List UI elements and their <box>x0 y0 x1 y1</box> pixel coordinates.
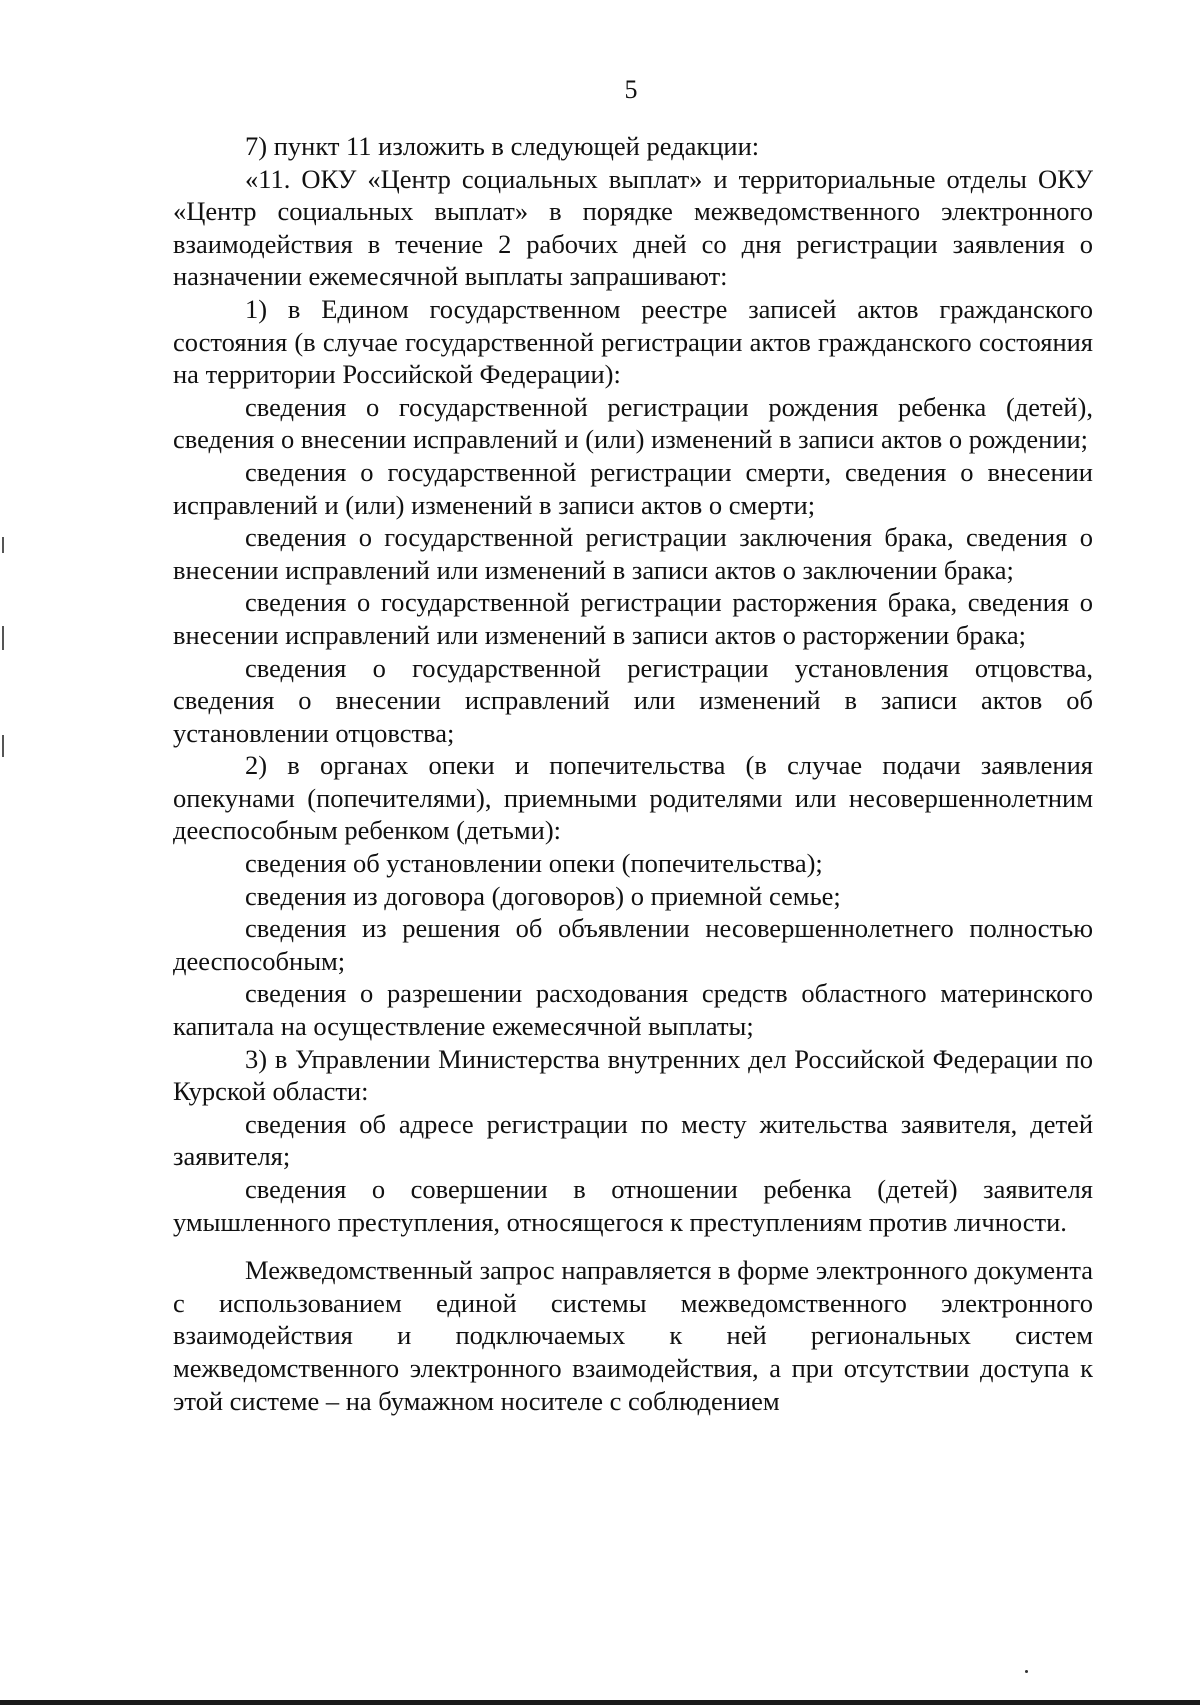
paragraph-maternity-capital: сведения о разрешении расходования средств областного материнского капитала на осуществление ежемесячной выплаты; <box>173 978 1093 1042</box>
paragraph-marriage-registration: сведения о государственной регистрации заключения брака, сведения о внесении исправлений или изменений в записи актов о заключении брака; <box>173 522 1093 585</box>
paragraph-divorce-registration: сведения о государственной регистрации расторжения брака, сведения о внесении исправлений или изменений в записи актов о расторжении брака; <box>173 587 1093 650</box>
scan-artifact-left-1 <box>2 537 4 553</box>
scan-artifact-left-3 <box>2 735 4 757</box>
paragraph-crime-info: сведения о совершении в отношении ребенка (детей) заявителя умышленного преступления, относящегося к преступлениям против личности. <box>173 1174 1093 1237</box>
paragraph-paternity-registration: сведения о государственной регистрации установления отцовства, сведения о внесении исправлений или изменений в записи актов об установлении отцовства; <box>173 652 1093 748</box>
paragraph-emancipation: сведения из решения об объявлении несовершеннолетнего полностью дееспособным; <box>173 913 1093 976</box>
scan-bottom-edge <box>0 1700 1200 1705</box>
document-body <box>173 130 1093 1417</box>
paragraph-subpoint-3: 3) в Управлении Министерства внутренних дел Российской Федерации по Курской области: <box>173 1043 1093 1107</box>
paragraph-subpoint-2: 2) в органах опеки и попечительства (в случае подачи заявления опекунами (попечителями), приемными родителями или несовершеннолетним дееспособным ребенком (детьми): <box>173 750 1093 846</box>
paragraph-point-11-intro: «11. ОКУ «Центр социальных выплат» и территориальные отделы ОКУ «Центр социальных выплат» в порядке межведомственного электронного взаимодействия в течение 2 рабочих дней со дня регистрации заявления о назначении ежемесячной выплаты запрашивают: <box>173 163 1093 292</box>
paragraph-birth-registration: сведения о государственной регистрации рождения ребенка (детей), сведения о внесении исправлений и (или) изменений в записи актов о рождении; <box>173 391 1093 455</box>
paragraph-subpoint-1: 1) в Едином государственном реестре записей актов гражданского состояния (в случае государственной регистрации актов гражданского состояния на территории Российской Федерации): <box>173 293 1093 390</box>
paragraph-item-7: 7) пункт 11 изложить в следующей редакции: <box>245 131 760 161</box>
page-number: 5 <box>624 75 638 104</box>
paragraph-foster-contract: сведения из договора (договоров) о приемной семье; <box>245 880 841 911</box>
scan-artifact-left-2 <box>2 626 4 650</box>
scan-speck <box>1025 1670 1028 1673</box>
paragraph-interagency-request: Межведомственный запрос направляется в форме электронного документа с использованием единой системы межведомственного электронного взаимодействия и подключаемых к ней региональных систем межведомственного электронного взаимодействия, а при отсутствии доступа к этой системе – на бумажном носителе с соблюдением <box>173 1255 1093 1416</box>
paragraph-guardianship: сведения об установлении опеки (попечительства); <box>245 848 823 879</box>
paragraph-death-registration: сведения о государственной регистрации смерти, сведения о внесении исправлений и (или) изменений в записи актов о смерти; <box>173 456 1093 520</box>
paragraph-residence-address: сведения об адресе регистрации по месту жительства заявителя, детей заявителя; <box>173 1108 1093 1172</box>
